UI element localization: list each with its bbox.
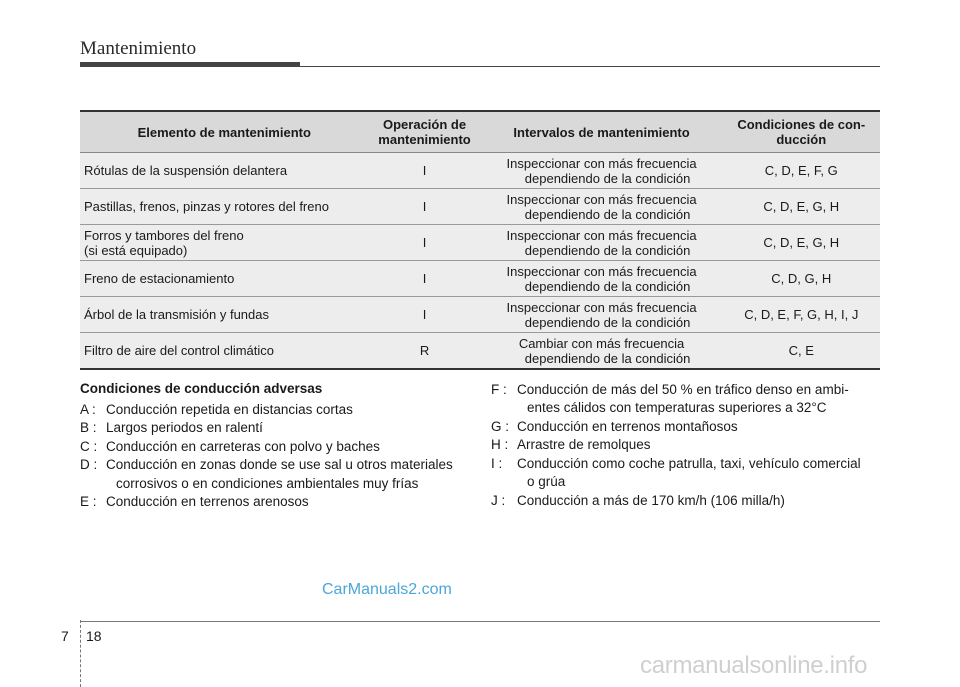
legend-code: G : <box>491 418 510 434</box>
legend-code: E : <box>80 494 97 509</box>
cell-operation: R <box>369 333 481 370</box>
legend-code: D : <box>80 457 98 472</box>
header-conditions: Condiciones de con- ducción <box>723 111 880 153</box>
legend-item <box>491 381 891 418</box>
legend-title: Condiciones de conducción adversas <box>80 381 323 396</box>
cell-conditions: C, D, E, F, G <box>723 153 880 189</box>
legend-desc: Conducción en zonas donde se use sal u otros materiales corrosivos o en condiciones ambientales muy frías <box>106 457 453 491</box>
table-header-row <box>80 111 880 153</box>
legend-desc: Conducción a más de 170 km/h (106 milla/h) <box>517 492 785 508</box>
cell-conditions: C, D, E, F, G, H, I, J <box>723 297 880 333</box>
cell-operation: I <box>369 261 481 297</box>
page-header-title: Mantenimiento <box>80 38 197 59</box>
cell-interval: Inspeccionar con más frecuencia dependiendo de la condición <box>481 189 723 225</box>
legend-item <box>491 436 891 455</box>
legend-desc: Conducción en terrenos arenosos <box>106 494 309 509</box>
watermark: CarManuals2.com <box>322 581 452 598</box>
legend-code: F : <box>491 381 507 397</box>
cell-element: Filtro de aire del control climático <box>80 333 369 370</box>
legend-desc: Conducción como coche patrulla, taxi, vehículo comercial o grúa <box>517 455 861 489</box>
legend-code: H : <box>491 437 509 452</box>
header-rule <box>80 66 880 67</box>
legend-item <box>80 419 480 438</box>
legend-code: A : <box>80 401 96 417</box>
cell-interval: Inspeccionar con más frecuencia dependiendo de la condición <box>481 153 723 189</box>
legend-item <box>491 492 891 511</box>
cell-conditions: C, E <box>723 333 880 370</box>
cell-operation: I <box>369 297 481 333</box>
legend-item <box>80 438 480 457</box>
cell-interval: Inspeccionar con más frecuencia dependiendo de la condición <box>481 261 723 297</box>
cell-operation: I <box>369 225 481 261</box>
legend-desc: Arrastre de remolques <box>517 437 651 452</box>
cell-element: Forros y tambores del freno (si está equipado) <box>80 225 369 261</box>
maintenance-table <box>80 110 880 370</box>
chapter-number: 7 <box>61 628 69 644</box>
cell-interval: Cambiar con más frecuencia dependiendo de la condición <box>481 333 723 370</box>
table-row <box>80 153 880 189</box>
legend-item <box>80 493 480 512</box>
legend-code: C : <box>80 438 98 454</box>
cell-interval: Inspeccionar con más frecuencia dependiendo de la condición <box>481 225 723 261</box>
table-row <box>80 261 880 297</box>
legend-desc: Conducción en terrenos montañosos <box>517 418 738 434</box>
header-interval: Intervalos de mantenimiento <box>481 111 723 153</box>
cell-operation: I <box>369 153 481 189</box>
legend-item <box>491 418 891 437</box>
table-row <box>80 333 880 370</box>
legend-item <box>80 456 480 493</box>
footer-rule <box>80 621 880 622</box>
legend-desc: Largos periodos en ralentí <box>106 420 263 435</box>
legend-left <box>80 380 480 512</box>
cell-operation: I <box>369 189 481 225</box>
page-number: 18 <box>86 628 102 644</box>
cell-element: Rótulas de la suspensión delantera <box>80 153 369 189</box>
cell-interval: Inspeccionar con más frecuencia dependiendo de la condición <box>481 297 723 333</box>
legend-desc: Conducción repetida en distancias cortas <box>106 401 353 417</box>
legend-right <box>491 380 891 510</box>
cell-element: Árbol de la transmisión y fundas <box>80 297 369 333</box>
table-row <box>80 189 880 225</box>
legend-code: B : <box>80 420 97 435</box>
cell-conditions: C, D, E, G, H <box>723 189 880 225</box>
cell-conditions: C, D, G, H <box>723 261 880 297</box>
legend-desc: Conducción en carreteras con polvo y baches <box>106 438 380 454</box>
table-row <box>80 297 880 333</box>
header-operation: Operación de mantenimiento <box>369 111 481 153</box>
cell-element: Pastillas, frenos, pinzas y rotores del freno <box>80 189 369 225</box>
site-footer: carmanualsonline.info <box>640 652 868 679</box>
header-element: Elemento de mantenimiento <box>80 111 369 153</box>
legend-item <box>80 401 480 420</box>
legend-code: J : <box>491 492 506 508</box>
table-row <box>80 225 880 261</box>
legend-desc: Conducción de más del 50 % en tráfico denso en ambi- entes cálidos con temperaturas superiores a 32°C <box>517 381 849 415</box>
cell-conditions: C, D, E, G, H <box>723 225 880 261</box>
legend-item <box>491 455 891 492</box>
legend-code: I : <box>491 455 503 471</box>
footer-divider <box>80 620 82 687</box>
cell-element: Freno de estacionamiento <box>80 261 369 297</box>
